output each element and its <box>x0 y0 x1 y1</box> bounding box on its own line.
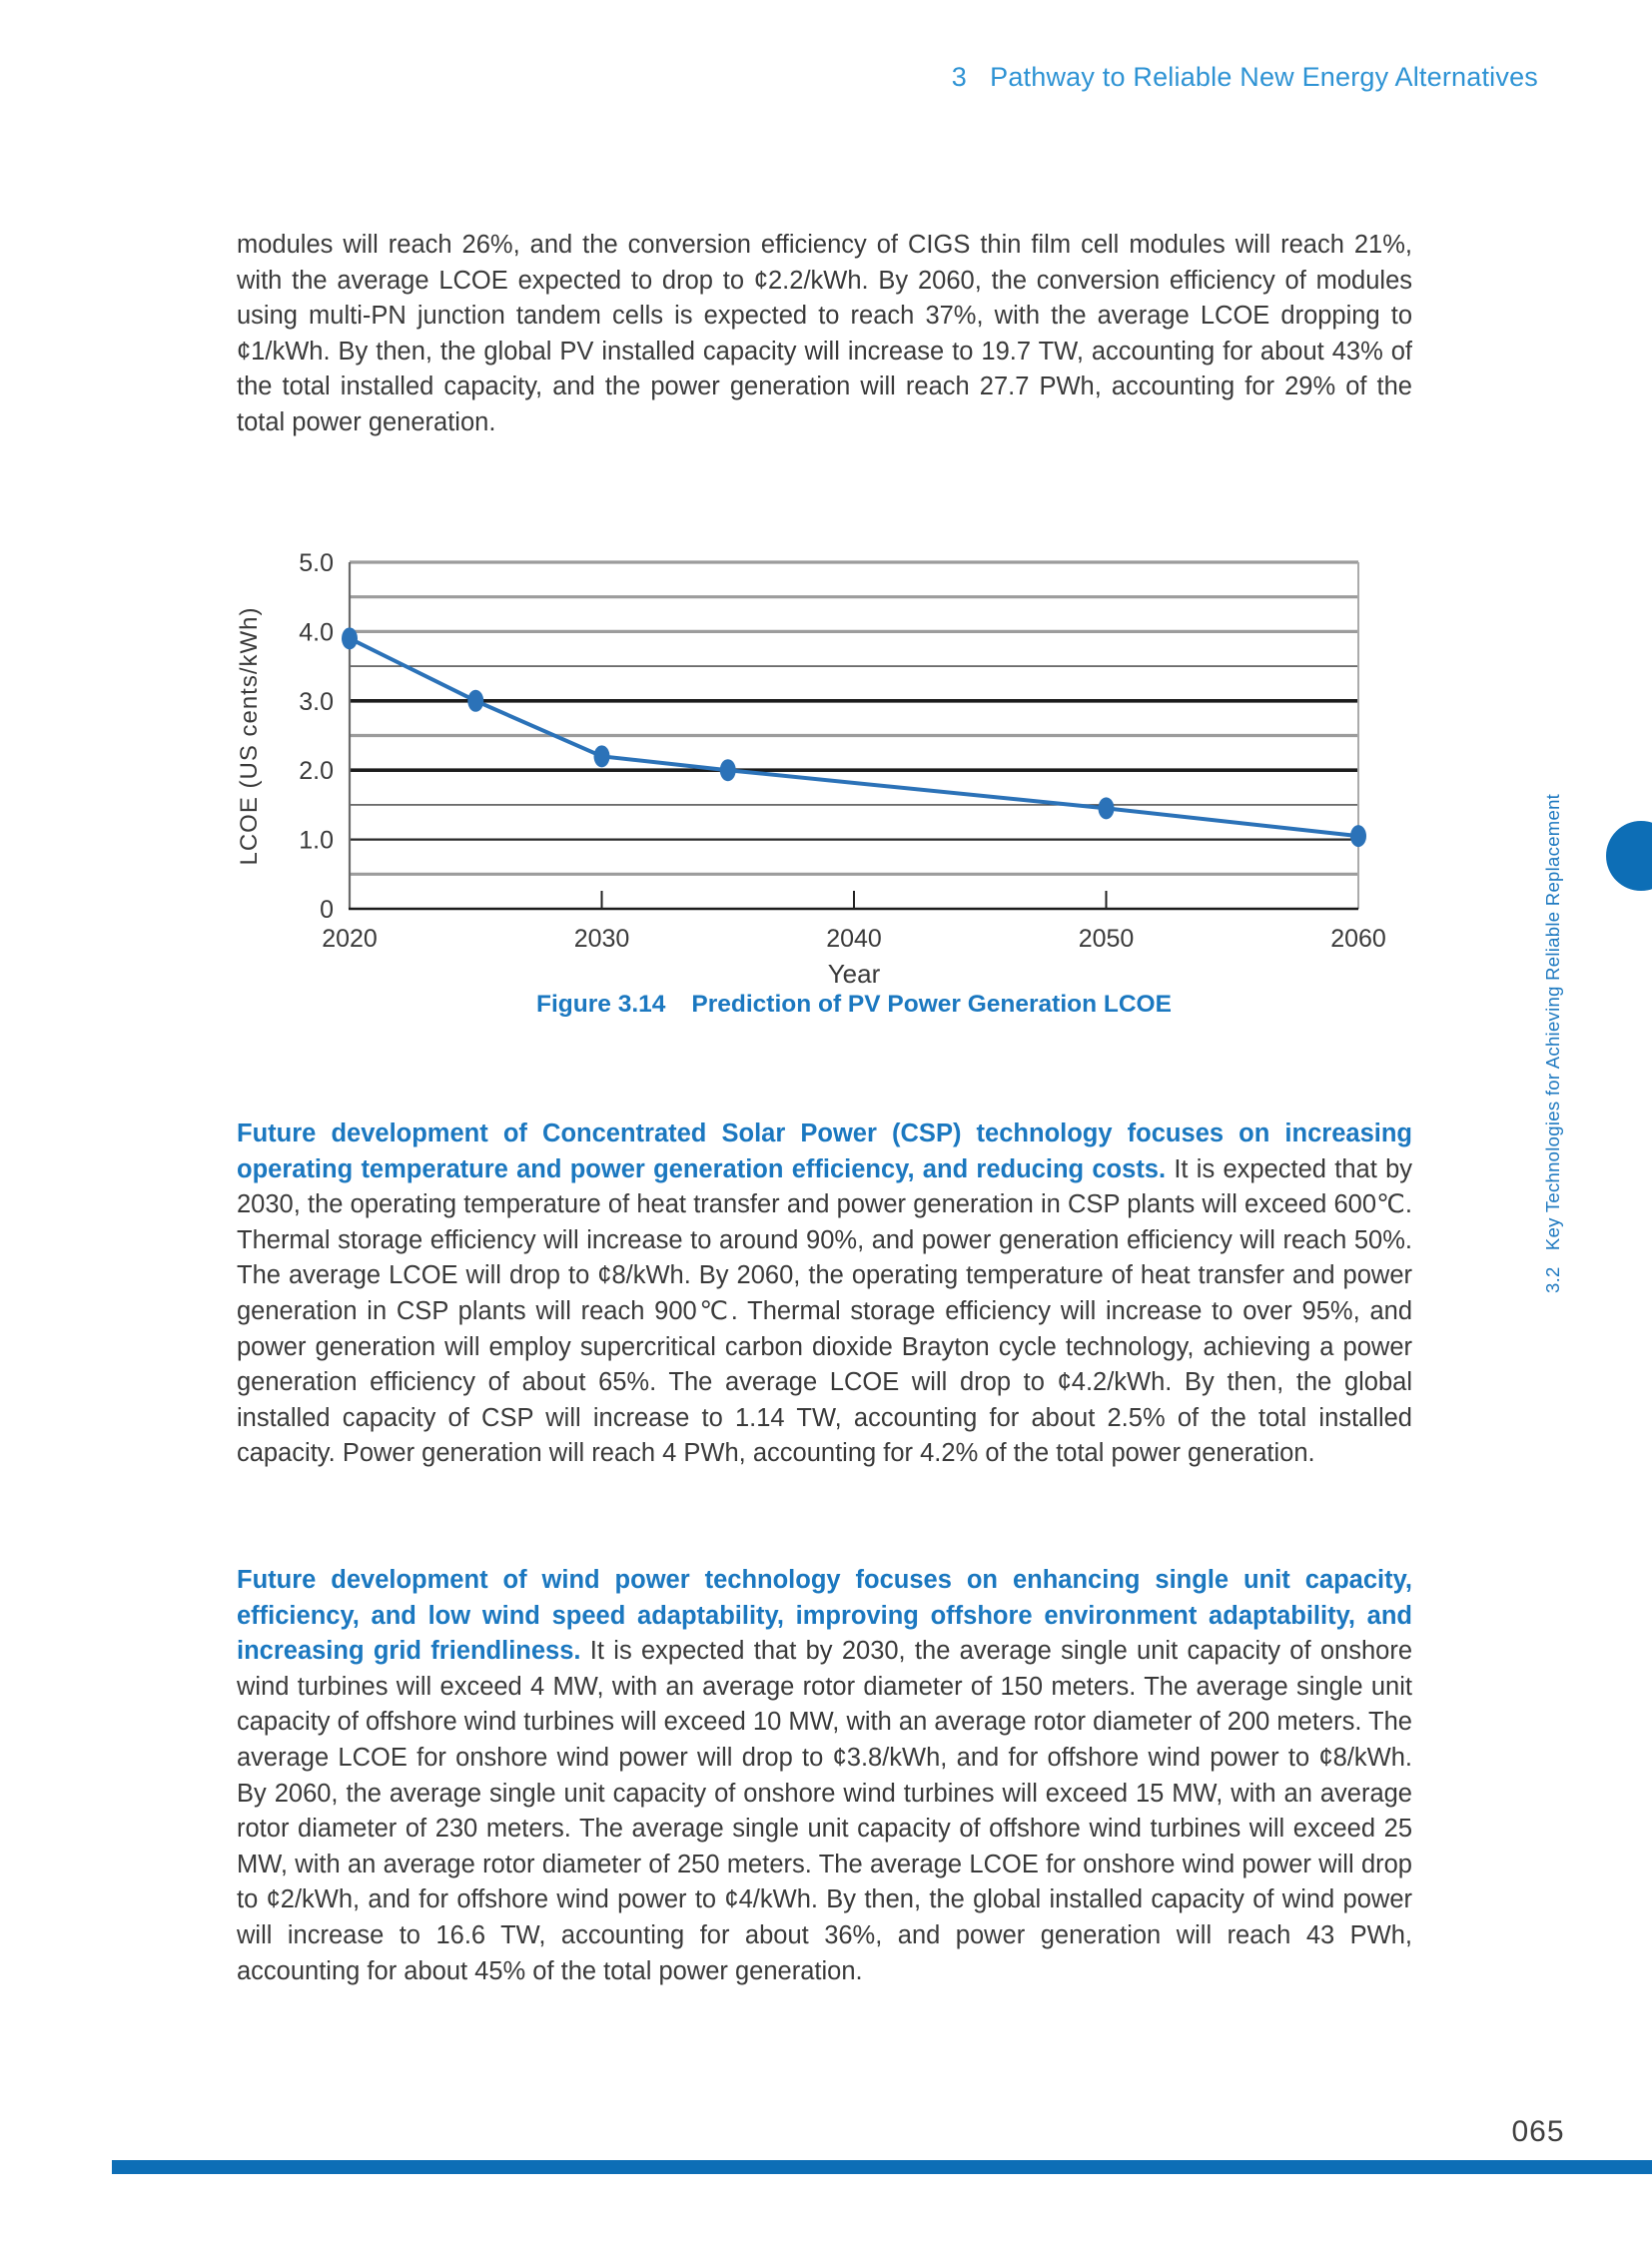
y-tick-label: 3.0 <box>299 687 334 716</box>
y-tick-label: 5.0 <box>299 549 334 577</box>
paragraph-wind <box>237 1563 1412 1989</box>
x-tick-label: 2020 <box>322 925 378 953</box>
figure-caption-label: Figure 3.14 <box>536 991 666 1018</box>
data-point-marker <box>1350 825 1366 847</box>
footer-bar <box>112 2160 1652 2174</box>
x-tick-label: 2030 <box>573 925 630 953</box>
data-point-marker <box>467 690 483 712</box>
paragraph-csp-text: It is expected that by 2030, the operating temperature of heat transfer and power generation in CSP plants will exceed 600℃. Thermal storage efficiency will increase to around 90%, and power generation efficiency will reach 50%. The average LCOE will drop to ¢8/kWh. By 2060, the operating temperature of heat transfer and power generation in CSP plants will reach 900℃. Thermal storage efficiency will increase to over 95%, and power generation will employ supercritical carbon dioxide Brayton cycle technology, achieving a power generation efficiency of about 65%. The average LCOE will drop to ¢4.2/kWh. By then, the global installed capacity of CSP will increase to 1.14 TW, accounting for about 2.5% of the total installed capacity. Power generation will reach 4 PWh, accounting for 4.2% of the total power generation. <box>237 1154 1412 1468</box>
paragraph-csp <box>237 1117 1412 1472</box>
section-edge-tab <box>1606 821 1652 891</box>
chart-y-axis-title: LCOE (US cents/kWh) <box>236 606 263 866</box>
data-point-marker <box>720 759 736 781</box>
data-point-marker <box>1099 797 1115 819</box>
lcoe-line-chart <box>200 539 1448 989</box>
data-point-marker <box>342 627 358 649</box>
x-tick-label: 2040 <box>826 925 882 953</box>
page-number: 065 <box>1511 2115 1565 2148</box>
figure-3-14-chart <box>200 539 1448 989</box>
data-point-marker <box>594 745 610 767</box>
y-tick-label: 2.0 <box>299 757 334 786</box>
y-tick-label: 1.0 <box>299 826 334 855</box>
paragraph-wind-lead: Future development of wind power technology focuses on enhancing single unit capacity, efficiency, and low wind speed adaptability, improving offshore environment adaptability, and increasing grid friendliness. <box>237 1566 1412 1666</box>
paragraph-wind-text: It is expected that by 2030, the average single unit capacity of onshore wind turbines will exceed 4 MW, with an average rotor diameter of 150 meters. The average single unit capacity of offshore wind turbines will exceed 10 MW, with an average rotor diameter of 200 meters. The average LCOE for onshore wind power will drop to ¢3.8/kWh, and for offshore wind power to ¢8/kWh. By 2060, the average single unit capacity of onshore wind turbines will exceed 15 MW, with an average rotor diameter of 230 meters. The average single unit capacity of offshore wind turbines will exceed 25 MW, with an average rotor diameter of 250 meters. The average LCOE for onshore wind power will drop to ¢2/kWh, and for offshore wind power to ¢4/kWh. By then, the global installed capacity of wind power will increase to 16.6 TW, accounting for about 36%, and power generation will reach 43 PWh, accounting for about 45% of the total power generation. <box>237 1637 1412 1985</box>
x-tick-label: 2050 <box>1078 925 1135 953</box>
lcoe-series-line <box>350 638 1358 836</box>
y-tick-label: 4.0 <box>299 618 334 647</box>
paragraph-csp-lead: Future development of Concentrated Solar Power (CSP) technology focuses on increasing operating temperature and power generation efficiency, and reducing costs. <box>237 1120 1412 1183</box>
paragraph-pv-text: modules will reach 26%, and the conversion efficiency of CIGS thin film cell modules will reach 21%, with the average LCOE expected to drop to ¢2.2/kWh. By 2060, the conversion efficiency of modules using multi-PN junction tandem cells is expected to reach 37%, with the average LCOE dropping to ¢1/kWh. By then, the global PV installed capacity will increase to 19.7 TW, accounting for about 43% of the total installed capacity, and the power generation will reach 27.7 PWh, accounting for 29% of the total power generation. <box>237 231 1412 436</box>
chart-x-axis-title: Year <box>827 959 881 989</box>
x-tick-label: 2060 <box>1330 925 1386 953</box>
y-tick-label: 0 <box>320 896 334 924</box>
paragraph-pv <box>237 228 1412 441</box>
figure-caption <box>255 991 1453 1019</box>
running-header: 3 Pathway to Reliable New Energy Alternatives <box>951 62 1538 92</box>
section-vertical-label: 3.2 Key Technologies for Achieving Reliable Replacement <box>1542 793 1563 1293</box>
figure-caption-title: Prediction of PV Power Generation LCOE <box>691 991 1172 1018</box>
